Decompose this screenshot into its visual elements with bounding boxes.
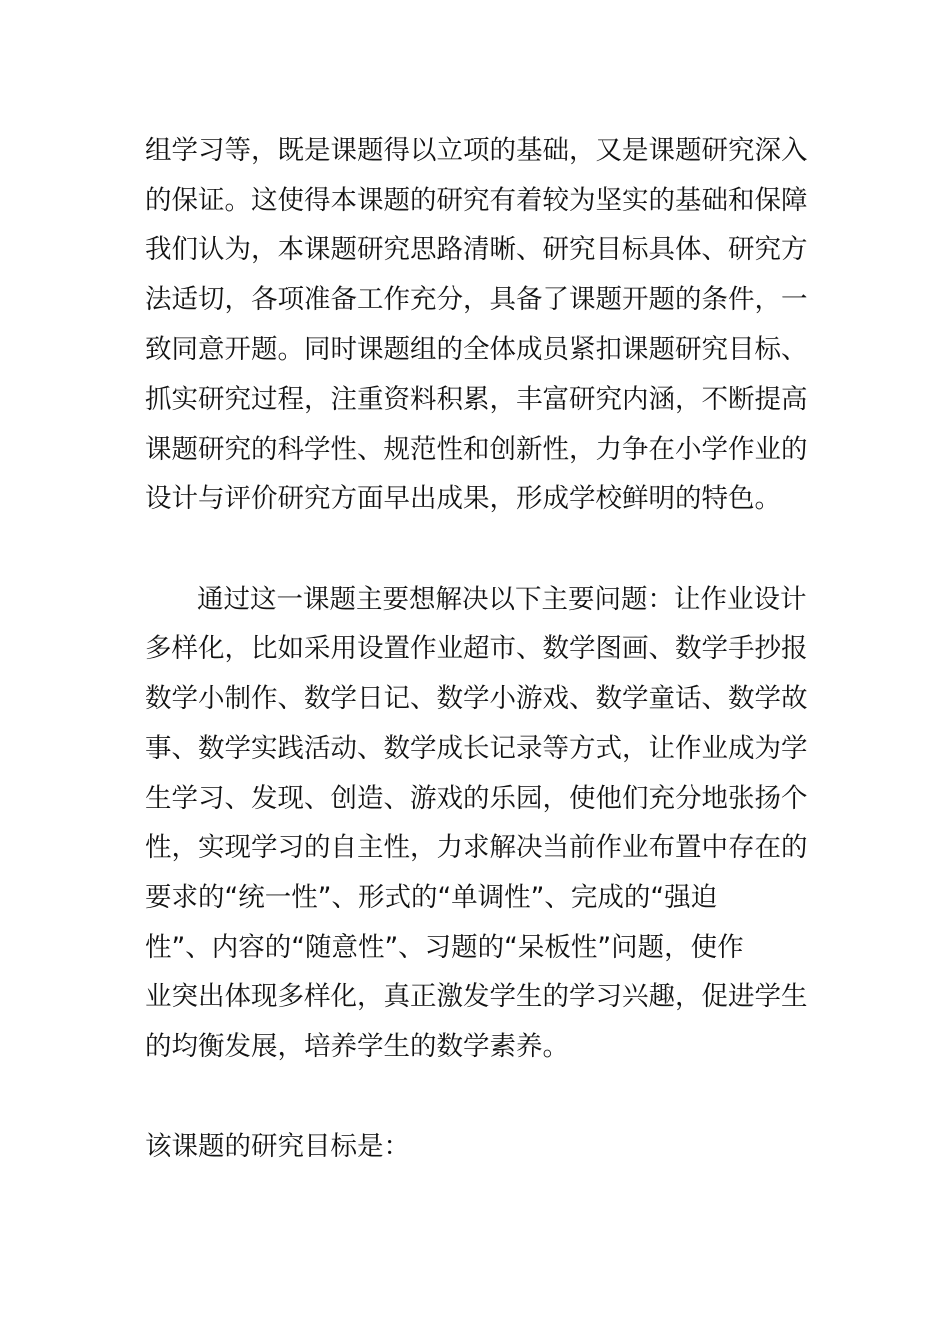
text-line: 事、数学实践活动、数学成长记录等方式，让作业成为学 (145, 733, 808, 764)
text-line: 抓实研究过程，注重资料积累，丰富研究内涵，不断提高 (145, 384, 808, 415)
text-line: 生学习、发现、创造、游戏的乐园，使他们充分地张扬个 (145, 783, 808, 814)
text-line: 组学习等，既是课题得以立项的基础，又是课题研究深入 (145, 135, 808, 166)
text-line: 数学小制作、数学日记、数学小游戏、数学童话、数学故 (145, 683, 808, 714)
text-line: 设计与评价研究方面早出成果，形成学校鲜明的特色。 (145, 483, 781, 514)
text-line: 的均衡发展，培养学生的数学素养。 (145, 1031, 569, 1062)
text-line: 业突出体现多样化，真正激发学生的学习兴趣，促进学生 (145, 981, 808, 1012)
text-line: 要求的“统一性”、形式的“单调性”、完成的“强迫 (145, 882, 718, 913)
text-line: 该课题的研究目标是： (145, 1131, 410, 1162)
text-line: 性”、内容的“随意性”、习题的“呆板性”问题，使作 (145, 932, 744, 963)
text-line: 致同意开题。同时课题组的全体成员紧扣课题研究目标、 (145, 334, 808, 365)
text-line: 的保证。这使得本课题的研究有着较为坚实的基础和保障 (145, 185, 808, 216)
text-line: 多样化，比如采用设置作业超市、数学图画、数学手抄报 (145, 633, 808, 664)
text-line: 通过这一课题主要想解决以下主要问题：让作业设计 (197, 584, 807, 615)
text-line: 法适切，各项准备工作充分，具备了课题开题的条件，一 (145, 284, 808, 315)
text-line: 我们认为，本课题研究思路清晰、研究目标具体、研究方 (145, 234, 808, 265)
text-line: 课题研究的科学性、规范性和创新性，力争在小学作业的 (145, 434, 808, 465)
text-line: 性，实现学习的自主性，力求解决当前作业布置中存在的 (145, 832, 808, 863)
